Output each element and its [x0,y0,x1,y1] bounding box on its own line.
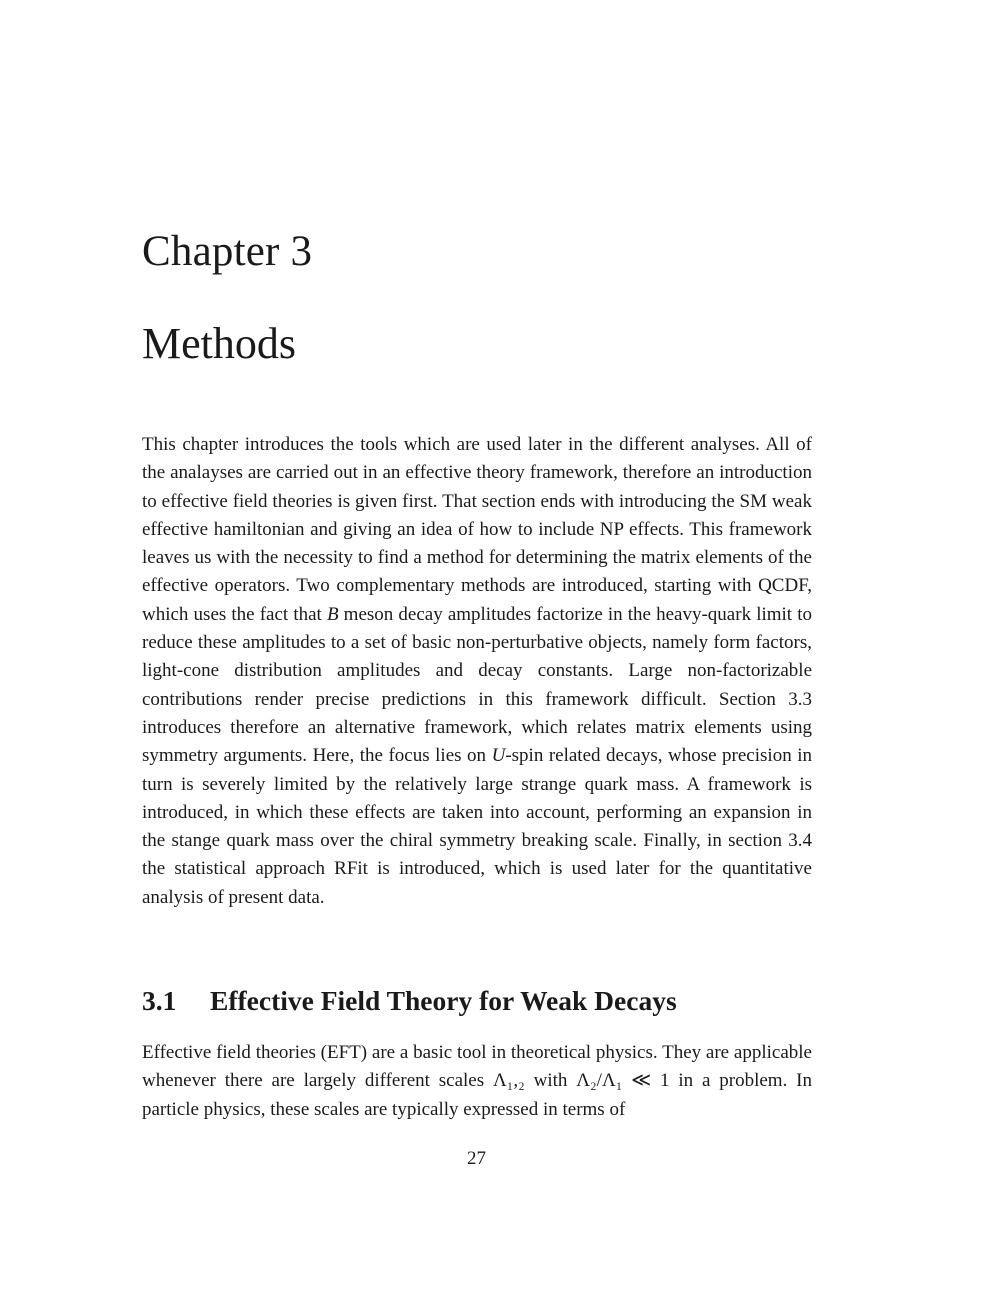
intro-paragraph [142,431,812,912]
math-scales: Λ₁,₂ [493,1070,525,1092]
section-title: Effective Field Theory for Weak Decays [210,985,677,1016]
eft-text-3: in a problem. In particle physics, these scales are typically expressed in terms of [142,1070,812,1120]
symbol-b-meson: B [326,603,339,625]
eft-text-2: with [524,1070,577,1092]
intro-text-2: meson decay amplitudes factorize in the heavy-quark limit to reduce these amplitudes to a set of basic non-perturbative objects, namely form factors, light-cone distribution amplitudes and decay constants. Large non-factorizable contributions render precise predictions in this framework difficult. Section 3.3 introduces therefore an alternative framework, which relates matrix elements using symmetry arguments. Here, the focus lies on [142,603,812,767]
chapter-label: Chapter 3 [142,228,313,275]
intro-text-3: -spin related decays, whose precision in turn is severely limited by the relatively large strange quark mass. A framework is introduced, in which these effects are taken into account, performing an expansion in the stange quark mass over the chiral symmetry breaking scale. Finally, in section 3.4 the statistical approach RFit is introduced, which is used later for the quantitative analysis of present data. [142,745,812,908]
math-ratio: Λ₂/Λ₁ ≪ 1 [576,1070,670,1092]
eft-paragraph [142,1039,812,1124]
intro-text-1: This chapter introduces the tools which are used later in the different analyses. All of the analayses are carried out in an effective theory framework, therefore an introduction to effective field theories is given first. That section ends with introducing the SM weak effective hamiltonian and giving an idea of how to include NP effects. This framework leaves us with the necessity to find a method for determining the matrix elements of the effective operators. Two complementary methods are introduced, starting with QCDF, which uses the fact that [142,434,812,625]
chapter-title: Methods [142,319,296,368]
page-number: 27 [467,1148,486,1169]
eft-text-1: Effective field theories (EFT) are a basic tool in theoretical physics. They are applicable whenever there are largely different scales [142,1042,812,1092]
section-number: 3.1 [142,985,177,1016]
symbol-u-spin: U [491,745,506,767]
section-heading [142,983,677,1019]
